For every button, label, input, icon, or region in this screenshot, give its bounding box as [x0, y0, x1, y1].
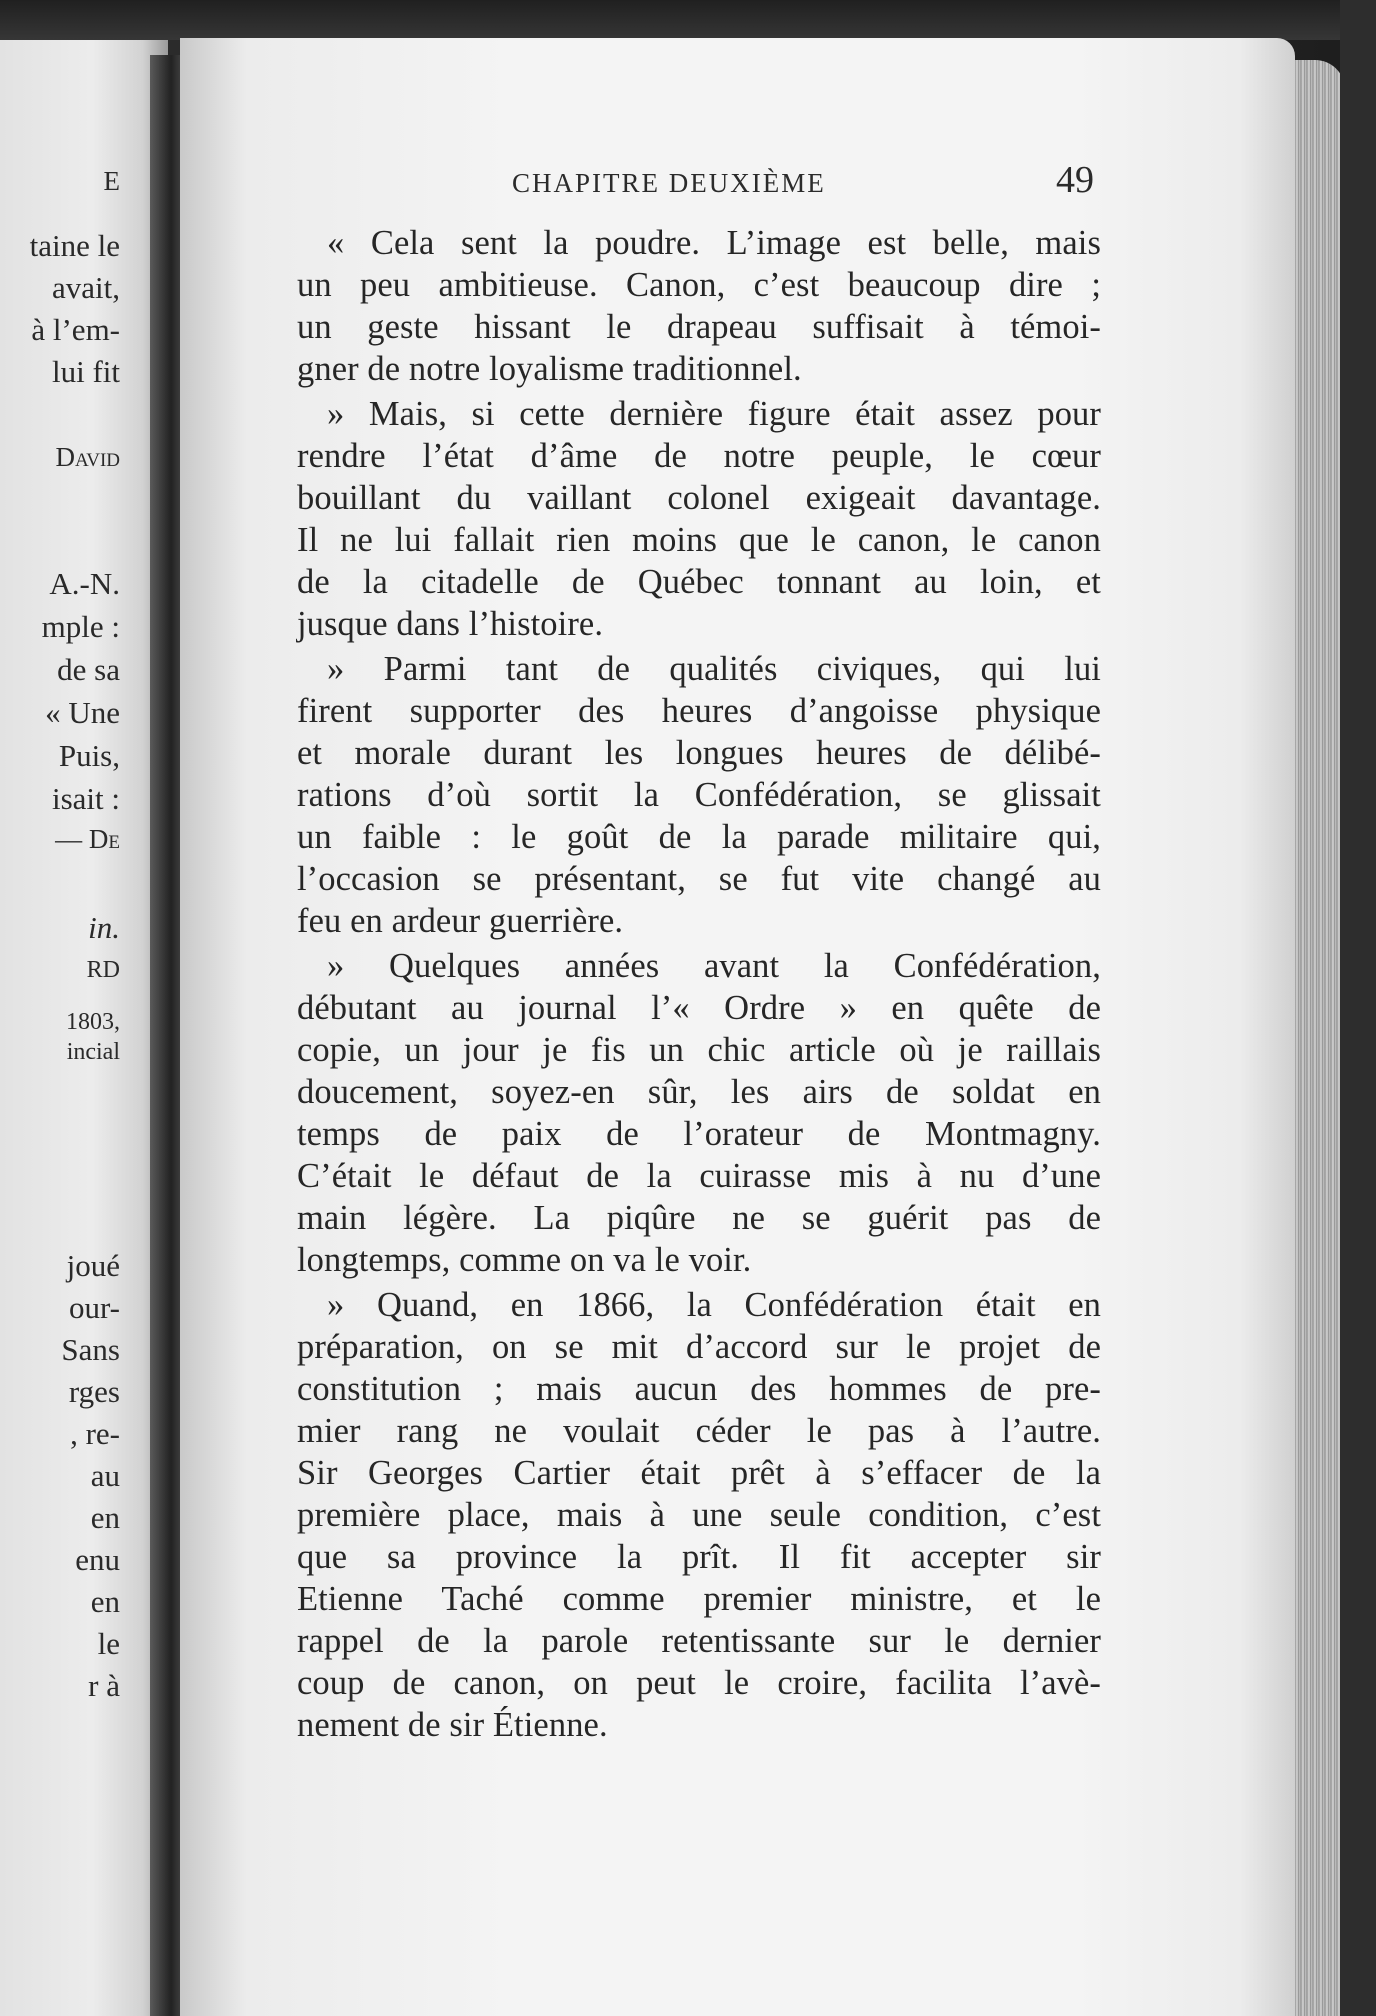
left-page-line: de sa — [57, 652, 120, 687]
text-line: gner de notre loyalisme traditionnel. — [297, 350, 802, 388]
left-page-line: taine le — [29, 228, 120, 263]
left-page-line: à l’em- — [31, 312, 120, 347]
left-page-line: au — [90, 1458, 120, 1493]
left-page-line: « Une — [45, 695, 120, 730]
text-line: main légère. La piqûre ne se guérit pas de — [297, 1199, 1101, 1237]
text-line: firent supporter des heures d’angoisse physique — [297, 692, 1101, 730]
left-page — [0, 40, 168, 2016]
left-page-line: — De — [55, 824, 120, 854]
left-page-line: our- — [68, 1290, 120, 1325]
text-line: de la citadelle de Québec tonnant au loin, et — [297, 563, 1101, 601]
text-line: copie, un jour je fis un chic article où je raillais — [297, 1031, 1101, 1069]
text-line: que sa province la prît. Il fit accepter sir — [297, 1538, 1101, 1576]
left-page-line: en — [90, 1500, 120, 1535]
text-line: C’était le défaut de la cuirasse mis à nu d’une — [297, 1157, 1101, 1195]
left-page-line: joué — [66, 1248, 120, 1283]
left-page-line: Sans — [61, 1332, 120, 1367]
book-cover-top — [0, 0, 1376, 40]
text-line: un faible : le goût de la parade militaire qui, — [297, 818, 1101, 856]
page-number: 49 — [1056, 159, 1094, 201]
left-page-line: r à — [88, 1668, 120, 1703]
text-line: » Parmi tant de qualités civiques, qui lui — [327, 650, 1101, 688]
text-line: rendre l’état d’âme de notre peuple, le cœur — [297, 437, 1101, 475]
text-line: bouillant du vaillant colonel exigeait davantage. — [297, 479, 1101, 517]
left-page-line: enu — [75, 1542, 120, 1577]
text-line: temps de paix de l’orateur de Montmagny. — [297, 1115, 1101, 1153]
left-page-line: in. — [88, 910, 120, 945]
text-line: l’occasion se présentant, se fut vite changé au — [297, 860, 1101, 898]
text-line: » Quand, en 1866, la Confédération était en — [327, 1286, 1101, 1324]
text-line: rations d’où sortit la Confédération, se glissait — [297, 776, 1101, 814]
left-page-line: RD — [86, 957, 120, 983]
text-line: longtemps, comme on va le voir. — [297, 1241, 752, 1279]
text-line: » Quelques années avant la Confédération, — [327, 947, 1101, 985]
text-line: Sir Georges Cartier était prêt à s’effacer de la — [297, 1454, 1101, 1492]
text-line: doucement, soyez-en sûr, les airs de soldat en — [297, 1073, 1101, 1111]
left-page-line: incial — [66, 1039, 120, 1065]
text-line: coup de canon, on peut le croire, facilita l’avè- — [297, 1664, 1101, 1702]
book-cover-right — [1340, 0, 1376, 2016]
text-line: Etienne Taché comme premier ministre, et le — [297, 1580, 1101, 1618]
left-page-line: en — [90, 1584, 120, 1619]
running-head: CHAPITRE DEUXIÈME — [512, 168, 826, 198]
left-page-line: E — [103, 166, 120, 196]
text-line: Il ne lui fallait rien moins que le canon, le canon — [297, 521, 1101, 559]
left-page-line: isait : — [51, 781, 120, 816]
text-line: nement de sir Étienne. — [297, 1706, 608, 1744]
left-page-line: mple : — [41, 609, 120, 644]
left-page-line: lui fit — [51, 354, 120, 389]
text-line: débutant au journal l’« Ordre » en quête de — [297, 989, 1101, 1027]
text-line: préparation, on se mit d’accord sur le projet de — [297, 1328, 1101, 1366]
left-page-line: 1803, — [66, 1009, 120, 1035]
text-line: » Mais, si cette dernière figure était assez pour — [327, 395, 1101, 433]
text-line: un peu ambitieuse. Canon, c’est beaucoup dire ; — [297, 266, 1101, 304]
text-line: et morale durant les longues heures de délibé- — [297, 734, 1101, 772]
left-page-line: rges — [68, 1374, 120, 1409]
left-page-line: Puis, — [58, 738, 120, 773]
left-page-line: avait, — [52, 270, 120, 305]
left-page-line: A.-N. — [49, 566, 120, 601]
text-line: un geste hissant le drapeau suffisait à témoi- — [297, 308, 1101, 346]
text-line: feu en ardeur guerrière. — [297, 902, 624, 940]
text-line: jusque dans l’histoire. — [297, 605, 604, 643]
left-page-line: , re- — [70, 1416, 120, 1451]
text-line: première place, mais à une seule condition, c’est — [297, 1496, 1101, 1534]
left-page-line: David — [55, 442, 120, 472]
text-line: constitution ; mais aucun des hommes de pre- — [297, 1370, 1101, 1408]
text-line: « Cela sent la poudre. L’image est belle, mais — [327, 224, 1101, 262]
text-line: mier rang ne voulait céder le pas à l’autre. — [297, 1412, 1101, 1450]
text-line: rappel de la parole retentissante sur le dernier — [297, 1622, 1101, 1660]
left-page-line: le — [97, 1626, 120, 1661]
